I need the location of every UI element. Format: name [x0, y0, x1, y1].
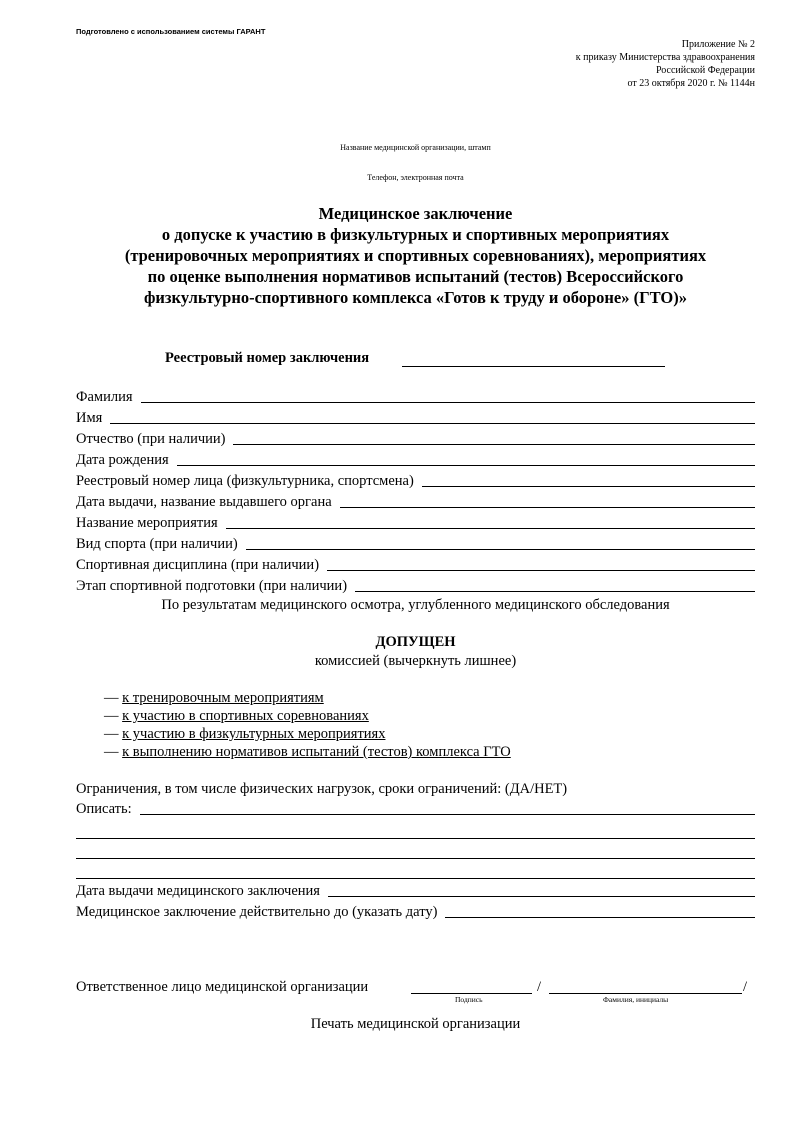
responsible-label: Ответственное лицо медицинской организации: [76, 979, 369, 995]
describe-line[interactable]: [76, 838, 755, 839]
field-label: Этап спортивной подготовки (при наличии): [76, 578, 348, 594]
appendix-line: к приказу Министерства здравоохранения: [575, 52, 755, 63]
option-gto-norms[interactable]: [104, 743, 511, 761]
field-input-line[interactable]: [328, 896, 755, 897]
org-name-stamp: Название медицинской организации, штамп: [340, 143, 491, 152]
field-input-line[interactable]: [141, 402, 756, 403]
field-input-line[interactable]: [246, 549, 755, 550]
option-label: к тренировочным мероприятиям: [122, 690, 324, 706]
field-label: Дата выдачи, название выдавшего органа: [76, 494, 332, 510]
dash: —: [104, 690, 119, 706]
field-input-line[interactable]: [327, 570, 755, 571]
registry-number-label: Реестровый номер заключения: [165, 350, 370, 366]
title-line: о допуске к участию в физкультурных и спортивных мероприятиях: [161, 225, 670, 244]
describe-line[interactable]: [76, 858, 755, 859]
dash: —: [104, 726, 119, 742]
field-label: Дата рождения: [76, 452, 169, 468]
option-physical-events[interactable]: [104, 725, 385, 743]
field-issue-date: [76, 879, 755, 900]
field-discipline: [76, 553, 755, 574]
field-input-line[interactable]: [226, 528, 755, 529]
title-line: Медицинское заключение: [318, 204, 513, 223]
slash: /: [537, 979, 542, 995]
option-label: к участию в спортивных соревнованиях: [122, 708, 369, 724]
field-name: [76, 406, 755, 427]
title-line: (тренировочных мероприятиях и спортивных соревнованиях), мероприятиях: [124, 246, 707, 265]
field-birth-date: [76, 448, 755, 469]
field-valid-until: [76, 900, 755, 921]
field-sport: [76, 532, 755, 553]
title-line: по оценке выполнения нормативов испытаний (тестов) Всероссийского: [147, 267, 684, 286]
appendix-line: Приложение № 2: [681, 39, 755, 50]
field-input-line[interactable]: [355, 591, 755, 592]
results-text: По результатам медицинского осмотра, углубленного медицинского обследования: [161, 597, 670, 613]
field-label: Реестровый номер лица (физкультурника, спортсмена): [76, 473, 414, 489]
commission-note: комиссией (вычеркнуть лишнее): [314, 653, 517, 669]
slash: /: [743, 979, 748, 995]
registry-number-input[interactable]: [402, 366, 665, 367]
document-title: [0, 203, 793, 308]
field-label: Спортивная дисциплина (при наличии): [76, 557, 320, 573]
field-label: Вид спорта (при наличии): [76, 536, 238, 552]
field-input-line[interactable]: [140, 814, 755, 815]
appendix-line: Российской Федерации: [655, 65, 755, 76]
field-label: Отчество (при наличии): [76, 431, 226, 447]
field-input-line[interactable]: [445, 917, 755, 918]
field-patronymic: [76, 427, 755, 448]
field-label: Дата выдачи медицинского заключения: [76, 883, 320, 899]
field-input-line[interactable]: [233, 444, 755, 445]
name-initials-input-line[interactable]: [549, 993, 742, 994]
field-label: Фамилия: [76, 389, 133, 405]
signature-caption: Подпись: [455, 995, 483, 1004]
org-contacts: Телефон, электронная почта: [367, 173, 464, 182]
option-label: к участию в физкультурных мероприятиях: [122, 726, 386, 742]
appendix-block: [576, 38, 755, 90]
stamp-label: Печать медицинской организации: [310, 1016, 521, 1032]
field-input-line[interactable]: [177, 465, 755, 466]
field-issue-authority: [76, 490, 755, 511]
option-label: к выполнению нормативов испытаний (тестов) комплекса ГТО: [122, 744, 511, 760]
option-competitions[interactable]: [104, 707, 369, 725]
title-line: физкультурно-спортивного комплекса «Готов к труду и обороне» (ГТО)»: [144, 288, 687, 307]
name-initials-caption: Фамилия, инициалы: [603, 995, 669, 1004]
appendix-line: от 23 октября 2020 г. № 1144н: [627, 78, 755, 89]
field-person-registry-number: [76, 469, 755, 490]
field-input-line[interactable]: [340, 507, 755, 508]
field-input-line[interactable]: [422, 486, 755, 487]
admitted-heading: ДОПУЩЕН: [375, 634, 456, 650]
field-label: Название мероприятия: [76, 515, 218, 531]
field-label: Медицинское заключение действительно до (указать дату): [76, 904, 438, 920]
field-event-name: [76, 511, 755, 532]
field-surname: [76, 385, 755, 406]
field-label: Описать:: [76, 801, 132, 817]
dash: —: [104, 744, 119, 760]
restrictions-label: Ограничения, в том числе физических нагрузок, сроки ограничений: (ДА/НЕТ): [76, 781, 568, 797]
option-training[interactable]: [104, 689, 324, 707]
field-input-line[interactable]: [110, 423, 755, 424]
field-label: Имя: [76, 410, 103, 426]
signature-input-line[interactable]: [411, 993, 532, 994]
dash: —: [104, 708, 119, 724]
field-training-stage: [76, 574, 755, 595]
garant-header: Подготовлено с использованием системы ГАРАНТ: [76, 27, 266, 36]
field-describe: [76, 797, 755, 818]
